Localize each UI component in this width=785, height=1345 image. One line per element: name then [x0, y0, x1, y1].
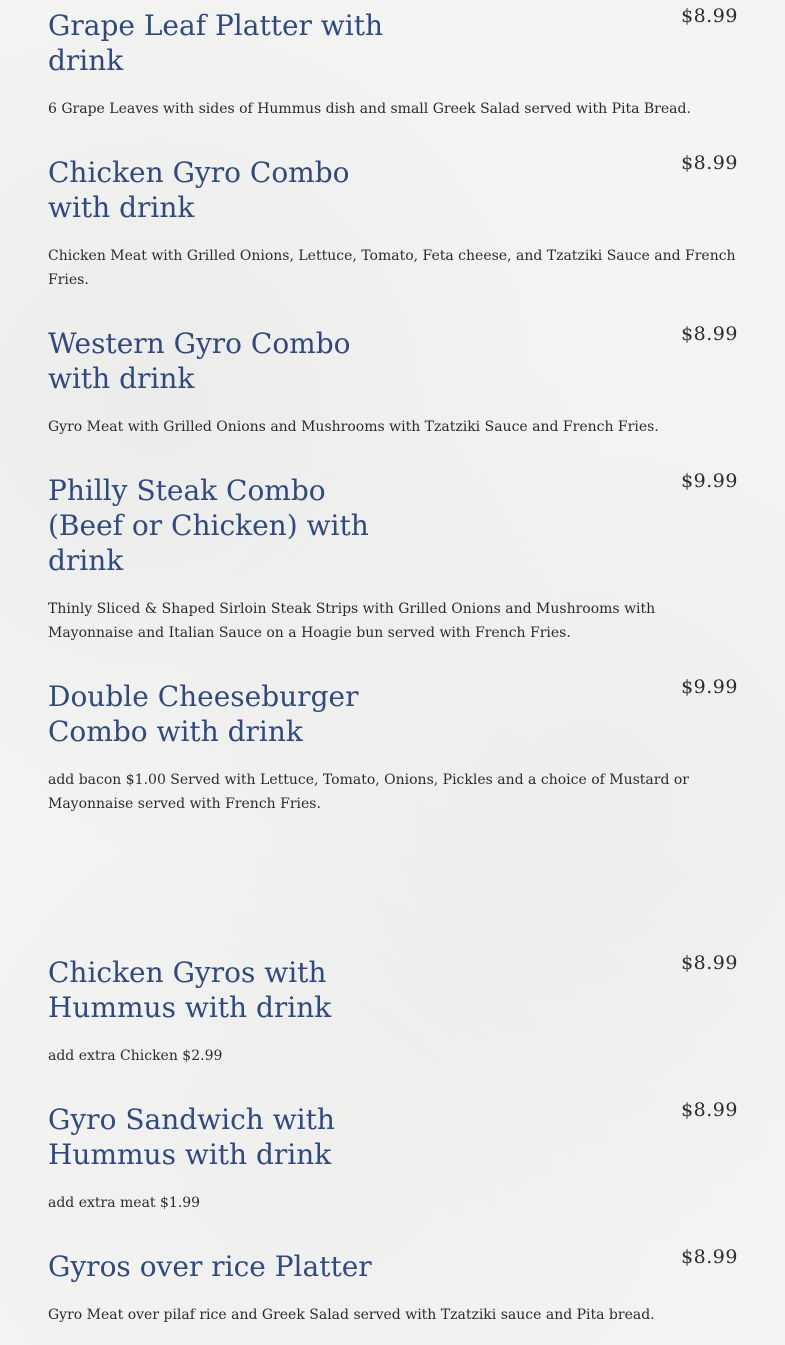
item-title: Chicken Gyros with Hummus with drink — [48, 956, 332, 1024]
item-price: $8.99 — [681, 952, 738, 974]
item-price: $8.99 — [681, 5, 738, 27]
item-title: Western Gyro Combo with drink — [48, 327, 351, 395]
item-price: $8.99 — [681, 1099, 738, 1121]
item-price: $8.99 — [681, 152, 738, 174]
item-description: Chicken Meat with Grilled Onions, Lettuce, Tomato, Feta cheese, and Tzatziki Sauce and French Fries. — [48, 248, 736, 288]
item-title: Double Cheeseburger Combo with drink — [48, 680, 359, 748]
item-price: $9.99 — [681, 470, 738, 492]
item-title: Grape Leaf Platter with drink — [48, 9, 384, 77]
item-price: $9.99 — [681, 676, 738, 698]
item-description: add extra Chicken $2.99 — [48, 1048, 223, 1064]
item-description: add extra meat $1.99 — [48, 1195, 201, 1211]
item-title: Chicken Gyro Combo with drink — [48, 156, 350, 224]
item-title: Philly Steak Combo (Beef or Chicken) with drink — [48, 474, 369, 577]
item-price: $8.99 — [681, 1246, 738, 1268]
item-title: Gyro Sandwich with Hummus with drink — [48, 1103, 335, 1171]
item-description: 6 Grape Leaves with sides of Hummus dish and small Greek Salad served with Pita Bread. — [48, 101, 691, 117]
item-title: Gyros over rice Platter — [48, 1250, 372, 1283]
item-description: Gyro Meat with Grilled Onions and Mushrooms with Tzatziki Sauce and French Fries. — [48, 419, 659, 435]
item-description: add bacon $1.00 Served with Lettuce, Tomato, Onions, Pickles and a choice of Mustard or Mayonnaise served with French Fries. — [48, 772, 689, 812]
item-price: $8.99 — [681, 323, 738, 345]
item-description: Gyro Meat over pilaf rice and Greek Salad served with Tzatziki sauce and Pita bread. — [48, 1307, 655, 1323]
item-description: Thinly Sliced & Shaped Sirloin Steak Strips with Grilled Onions and Mushrooms with Mayonnaise and Italian Sauce on a Hoagie bun served with French Fries. — [48, 601, 656, 641]
